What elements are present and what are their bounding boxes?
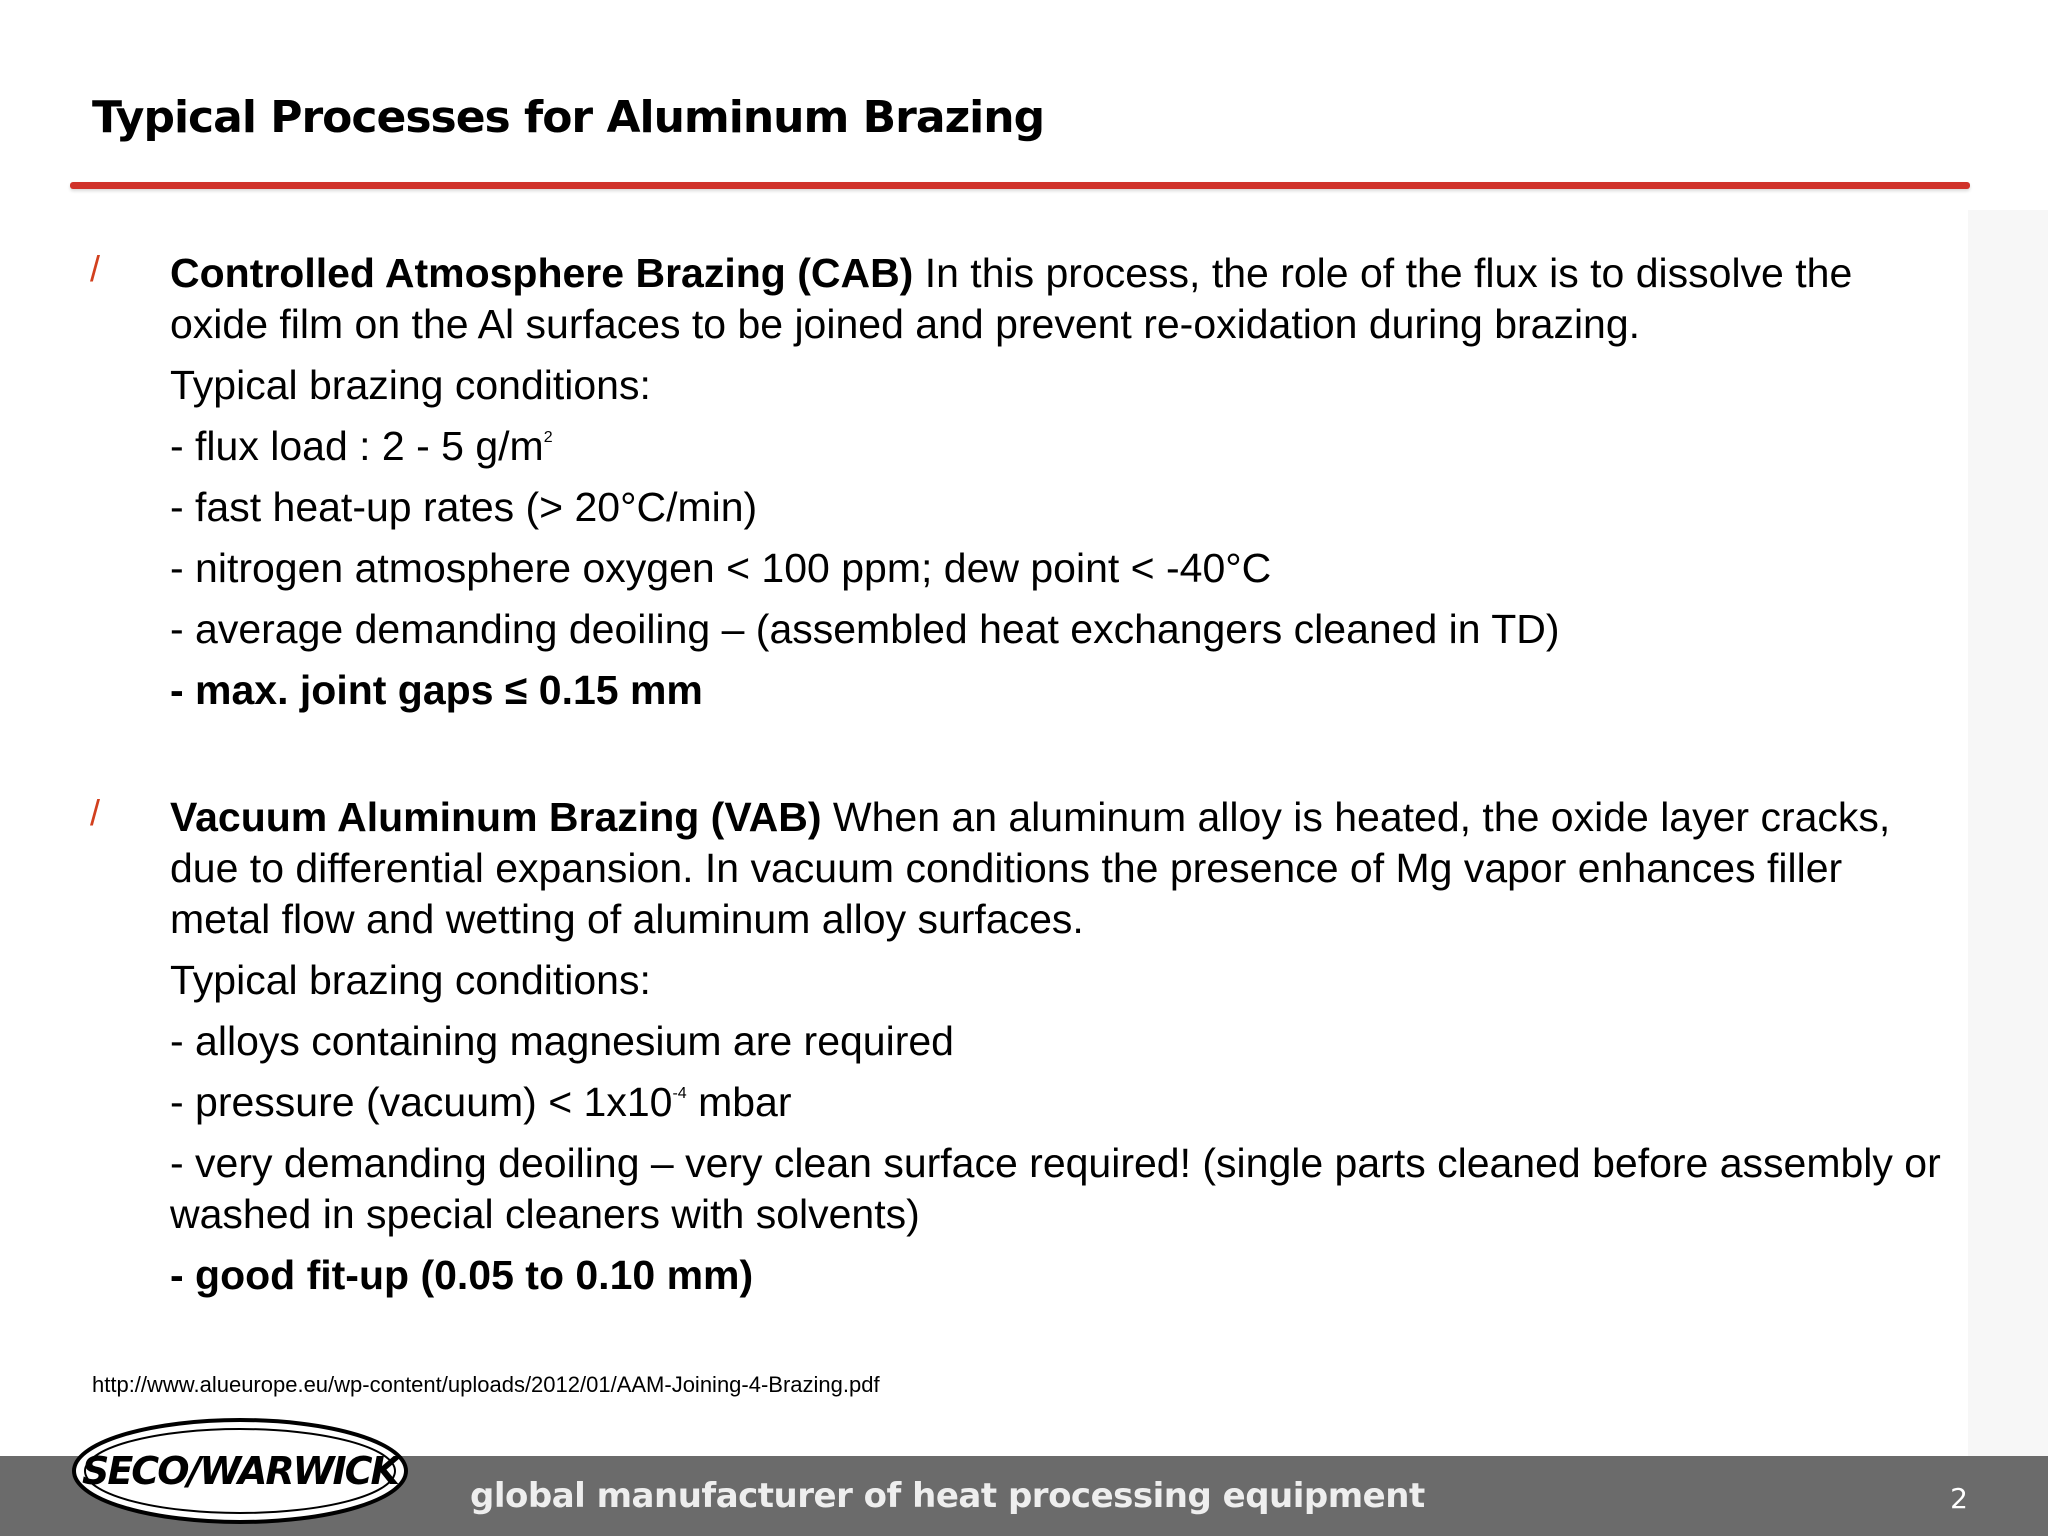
cab-condition-item: - fast heat-up rates (> 20°C/min) — [170, 484, 758, 530]
cab-flux-load-text: - flux load : 2 - 5 g/m — [170, 423, 544, 469]
section-cab — [170, 248, 1950, 716]
vab-pressure-text: - pressure (vacuum) < 1x10 — [170, 1079, 673, 1125]
vab-pressure-unit: mbar — [686, 1079, 792, 1125]
right-margin-shade — [1968, 210, 2048, 1456]
page-number: 2 — [1950, 1482, 1968, 1515]
bullet-marker-cab: / — [90, 248, 101, 289]
cab-flux-load — [170, 421, 1950, 472]
cab-flux-load-exponent: 2 — [543, 429, 553, 446]
section-vab — [170, 792, 1950, 1301]
cab-intro: In this process, the role of the flux is to dissolve the oxide film on the Al surfaces to be joined and prevent re-oxidation during brazing. — [170, 250, 1853, 347]
cab-intro-paragraph — [170, 248, 1950, 350]
logo-wordmark: SECO/WARWICK — [81, 1449, 399, 1493]
vab-intro-paragraph — [170, 792, 1950, 945]
title-divider — [70, 182, 1970, 189]
cab-condition-item: - average demanding deoiling – (assembled heat exchangers cleaned in TD) — [170, 606, 1560, 652]
source-link[interactable]: http://www.alueurope.eu/wp-content/uploads/2012/01/AAM-Joining-4-Brazing.pdf — [92, 1372, 880, 1397]
vab-pressure-exponent: -4 — [672, 1085, 687, 1102]
vab-condition-pressure — [170, 1077, 1950, 1128]
vab-lead: Vacuum Aluminum Brazing (VAB) — [170, 794, 822, 840]
vab-emphasis: - good fit-up (0.05 to 0.10 mm) — [170, 1252, 754, 1298]
page-title: Typical Processes for Aluminum Brazing — [92, 92, 1045, 143]
vab-conditions-heading: Typical brazing conditions: — [170, 957, 651, 1003]
vab-condition-alloys: - alloys containing magnesium are required — [170, 1018, 954, 1064]
vab-condition-deoiling: - very demanding deoiling – very clean surface required! (single parts cleaned before assembly or washed in special cleaners with solvents) — [170, 1140, 1941, 1237]
vab-intro: When an aluminum alloy is heated, the oxide layer cracks, due to differential expansion. In vacuum conditions the presence of Mg vapor enhances filler metal flow and wetting of aluminum alloy surfaces. — [170, 794, 1891, 942]
footer-tagline: global manufacturer of heat processing equipment — [470, 1476, 1425, 1516]
company-logo — [70, 1416, 410, 1526]
bullet-marker-vab: / — [90, 792, 101, 833]
cab-lead: Controlled Atmosphere Brazing (CAB) — [170, 250, 914, 296]
cab-conditions-heading: Typical brazing conditions: — [170, 362, 651, 408]
cab-emphasis: - max. joint gaps ≤ 0.15 mm — [170, 667, 703, 713]
cab-condition-item: - nitrogen atmosphere oxygen < 100 ppm; dew point < -40°C — [170, 545, 1272, 591]
